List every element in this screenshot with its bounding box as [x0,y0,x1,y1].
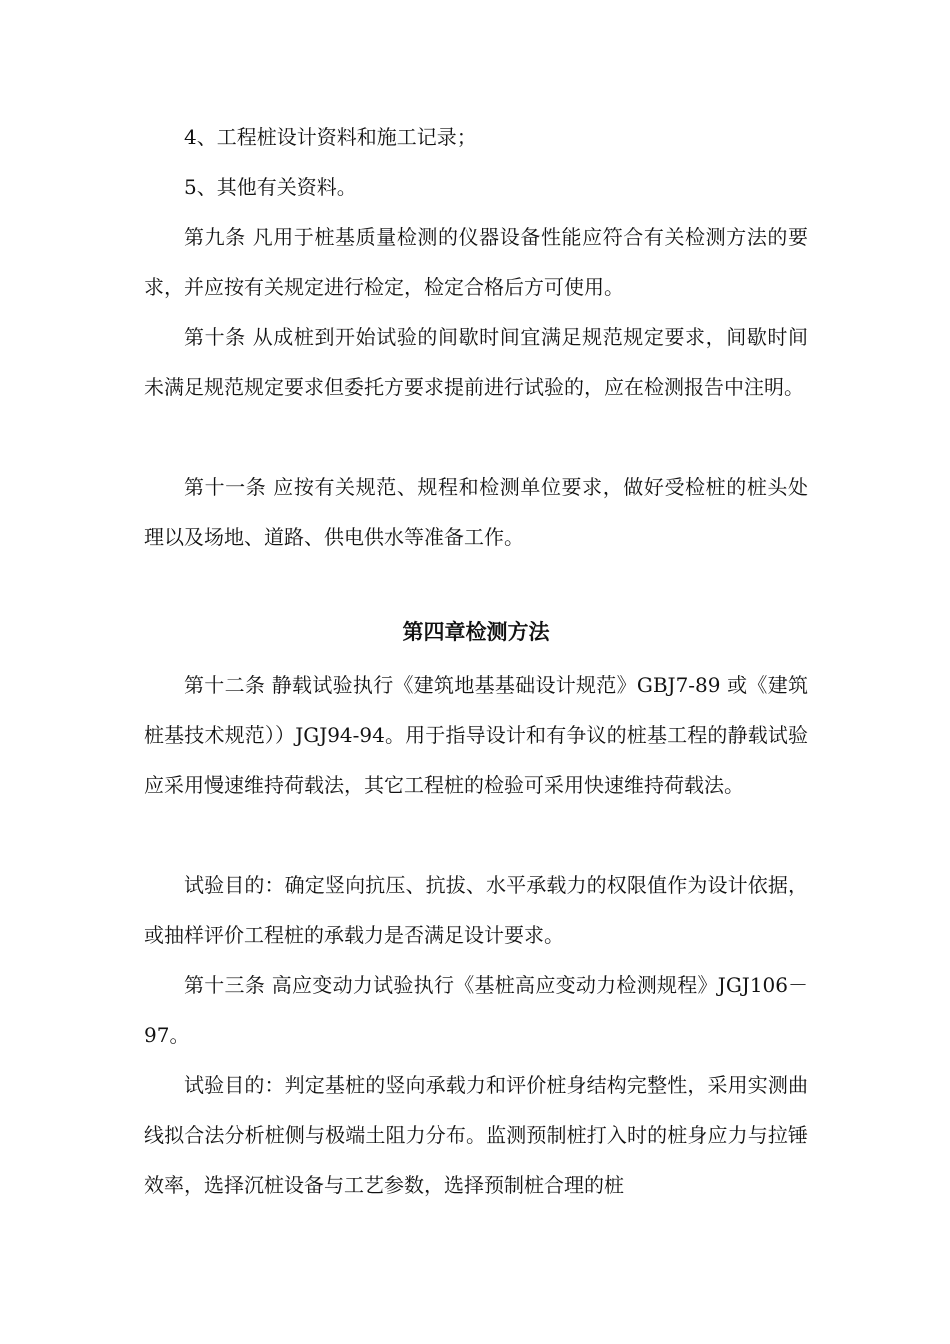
list-item-4: 4、工程桩设计资料和施工记录； [184,125,477,149]
list-item-5: 5、其他有关资料。 [184,175,357,199]
article-10: 第十条 从成桩到开始试验的间歇时间宜满足规范规定要求，间歇时间未满足规范规定要求但委托方要求提前进行试验的，应在检测报告中注明。 [144,325,808,399]
chapter-heading: 第四章检测方法 [402,620,550,644]
article-13: 第十三条 高应变动力试验执行《基桩高应变动力检测规程》JGJ106－97。 [144,973,808,1047]
test-purpose-dynamic: 试验目的：判定基桩的竖向承载力和评价桩身结构完整性，采用实测曲线拟合法分析桩侧与极端土阻力分布。监测预制桩打入时的桩身应力与拉锤效率，选择沉桩设备与工艺参数，选择预制桩合理的桩 [144,1073,808,1197]
test-purpose-static: 试验目的：确定竖向抗压、抗拔、水平承载力的权限值作为设计依据，或抽样评价工程桩的承载力是否满足设计要求。 [144,873,808,947]
article-12: 第十二条 静载试验执行《建筑地基基础设计规范》GBJ7-89 或《建筑桩基技术规范））JGJ94-94。用于指导设计和有争议的桩基工程的静载试验应采用慢速维持荷载法，其它工程桩的检验可采用快速维持荷载法。 [144,673,808,797]
article-9: 第九条 凡用于桩基质量检测的仪器设备性能应符合有关检测方法的要求，并应按有关规定进行检定，检定合格后方可使用。 [144,225,808,299]
article-11: 第十一条 应按有关规范、规程和检测单位要求，做好受检桩的桩头处理以及场地、道路、供电供水等准备工作。 [144,475,808,549]
